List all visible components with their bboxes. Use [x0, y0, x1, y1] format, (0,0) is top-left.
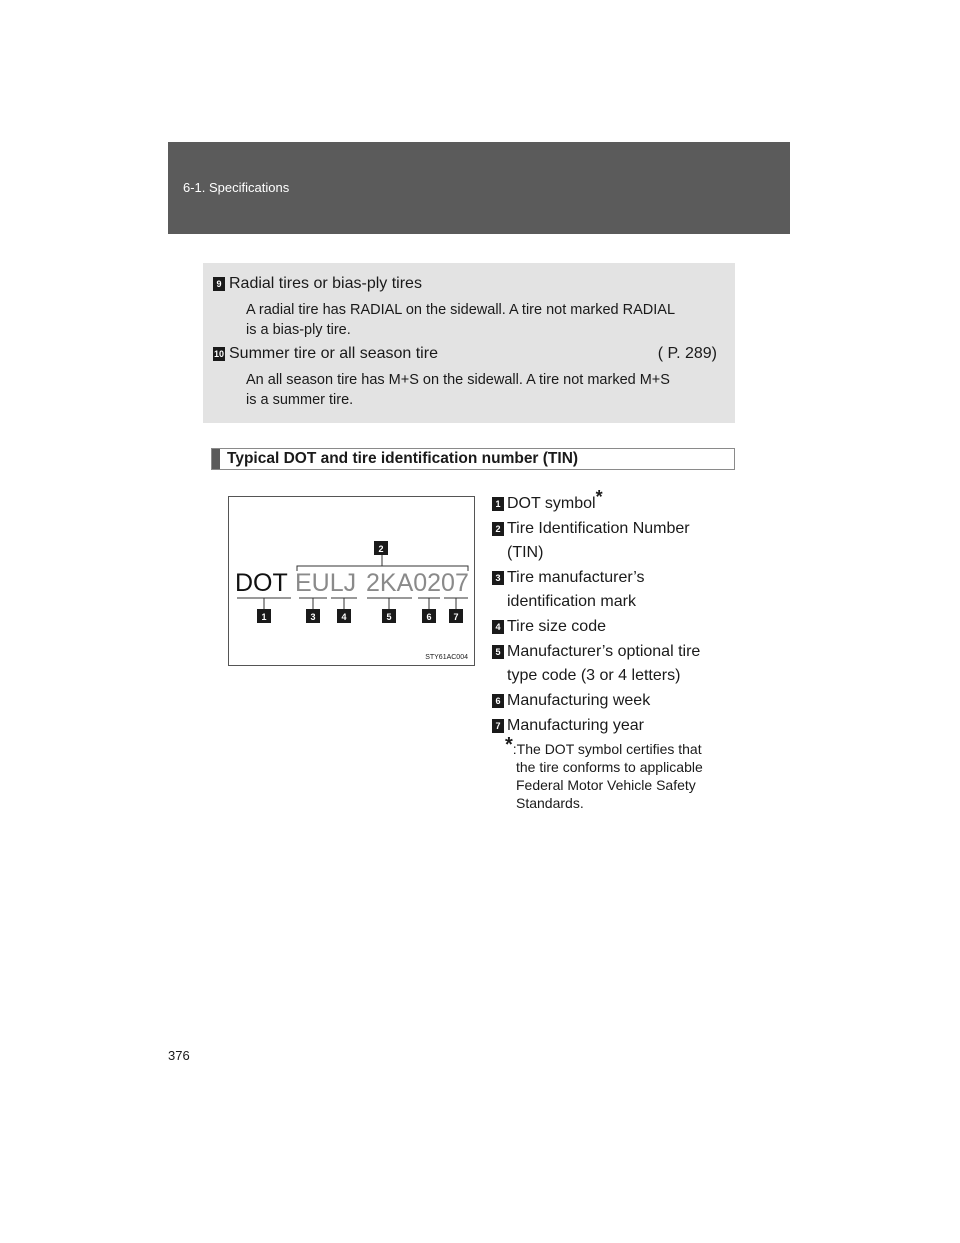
info-item-season	[213, 345, 438, 363]
callout-6-label: 6	[426, 612, 432, 622]
legend-item	[492, 640, 742, 688]
info-text	[246, 300, 726, 340]
section-marker	[212, 449, 220, 469]
asterisk-icon: *	[505, 734, 513, 756]
legend-item	[492, 487, 742, 516]
callout-7-label: 7	[453, 612, 459, 622]
legend-text: Tire manufacturer’s	[507, 569, 645, 586]
page-reference: ( P. 289)	[657, 345, 717, 362]
number-badge: 1	[492, 497, 504, 511]
number-badge: 3	[492, 571, 504, 585]
callout-3-label: 3	[310, 612, 316, 622]
footnote-text: Federal Motor Vehicle Safety	[516, 777, 696, 793]
callout-4-label: 4	[341, 612, 347, 622]
section-title: Typical DOT and tire identification number (TIN)	[227, 450, 579, 467]
legend-item	[492, 566, 742, 614]
info-item-radial	[213, 275, 422, 293]
tin-part1-text: EULJ	[295, 569, 357, 597]
info-heading: Summer tire or all season tire	[229, 345, 438, 362]
asterisk-icon: *	[595, 487, 603, 507]
info-text-line: is a summer tire.	[246, 392, 354, 408]
footnote-text: Standards.	[516, 795, 584, 811]
legend-text: Manufacturer’s optional tire	[507, 643, 701, 660]
legend-item	[492, 615, 742, 639]
legend-text: type code (3 or 4 letters)	[507, 667, 681, 684]
callout-1-label: 1	[261, 612, 267, 622]
figure-code: STY61AC004	[425, 654, 468, 661]
section-heading	[211, 448, 735, 470]
footnote-text: :The DOT symbol certifies that	[512, 741, 702, 757]
info-text-line: An all season tire has M+S on the sidewall. A tire not marked M+S	[246, 372, 670, 388]
legend-item	[492, 689, 742, 713]
info-text	[246, 370, 726, 410]
legend-text: DOT symbol	[507, 495, 596, 512]
number-badge: 10	[213, 349, 224, 359]
footnote	[505, 734, 745, 812]
footnote-text: the tire conforms to applicable	[516, 759, 703, 775]
dot-text: DOT	[235, 569, 288, 597]
number-badge: 4	[492, 620, 504, 634]
number-badge: 6	[492, 694, 504, 708]
legend-text: Manufacturing week	[507, 692, 651, 709]
underline-group	[237, 598, 468, 609]
info-heading: Radial tires or bias-ply tires	[229, 275, 422, 292]
legend-text: Tire size code	[507, 618, 606, 635]
callout-5-label: 5	[386, 612, 392, 622]
number-badge: 9	[213, 277, 225, 291]
tin-part2-text: 2KA0207	[366, 569, 469, 597]
legend-text: identification mark	[507, 593, 636, 610]
tin-diagram-svg	[229, 497, 474, 665]
callouts	[257, 609, 463, 623]
info-box	[203, 263, 735, 423]
tin-legend	[492, 487, 742, 739]
callout-2-label: 2	[378, 544, 384, 554]
number-badge: 5	[492, 645, 504, 659]
section-breadcrumb: 6-1. Specifications	[183, 180, 290, 195]
info-text-line: A radial tire has RADIAL on the sidewall. A tire not marked RADIAL	[246, 302, 676, 318]
page-header	[168, 142, 790, 234]
tin-diagram	[228, 496, 475, 666]
legend-text: (TIN)	[507, 544, 544, 561]
number-badge: 7	[492, 719, 504, 733]
legend-item	[492, 714, 742, 738]
legend-item	[492, 517, 742, 565]
legend-text: Tire Identification Number	[507, 520, 690, 537]
page-number: 376	[168, 1048, 190, 1063]
info-text-line: is a bias-ply tire.	[246, 322, 351, 338]
legend-text: Manufacturing year	[507, 717, 644, 734]
number-badge: 2	[492, 522, 504, 536]
